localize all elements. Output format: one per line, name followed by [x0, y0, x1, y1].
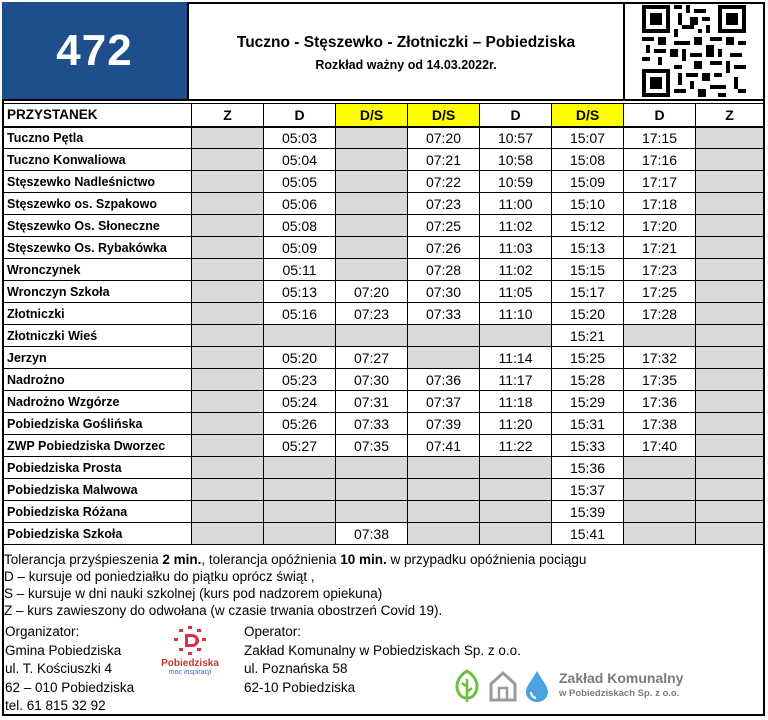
no-departure-cell	[408, 501, 480, 523]
route-number-box	[2, 2, 189, 101]
table-header-row	[3, 104, 764, 127]
departure-time: 07:37	[408, 391, 480, 413]
no-departure-cell	[336, 501, 408, 523]
no-departure-cell	[192, 347, 264, 369]
stop-name: Wronczynek	[3, 259, 192, 281]
departure-time: 17:20	[624, 215, 696, 237]
organizer-city: 62 – 010 Pobiedziska	[5, 679, 135, 695]
departure-time: 15:10	[552, 193, 624, 215]
no-departure-cell	[480, 479, 552, 501]
no-departure-cell	[696, 325, 764, 347]
departure-time: 07:39	[408, 413, 480, 435]
stop-name: Pobiedziska Prosta	[3, 457, 192, 479]
no-departure-cell	[624, 325, 696, 347]
route-number: 472	[56, 25, 133, 75]
table-row	[3, 149, 764, 171]
no-departure-cell	[192, 457, 264, 479]
no-departure-cell	[264, 501, 336, 523]
table-row	[3, 237, 764, 259]
route-title: Tuczno - Stęszewko - Złotniczki – Pobiedziska	[236, 34, 576, 51]
stop-name: Stęszewko Os. Słoneczne	[3, 215, 192, 237]
no-departure-cell	[192, 237, 264, 259]
stop-name: ZWP Pobiedziska Dworzec	[3, 435, 192, 457]
no-departure-cell	[192, 369, 264, 391]
no-departure-cell	[696, 193, 764, 215]
departure-time: 17:38	[624, 413, 696, 435]
departure-time: 05:09	[264, 237, 336, 259]
table-row	[3, 193, 764, 215]
no-departure-cell	[408, 347, 480, 369]
no-departure-cell	[480, 501, 552, 523]
departure-time: 07:20	[336, 281, 408, 303]
no-departure-cell	[192, 325, 264, 347]
column-header: D	[264, 104, 336, 127]
no-departure-cell	[336, 237, 408, 259]
table-row	[3, 501, 764, 523]
organizer-name: Gmina Pobiedziska	[5, 642, 122, 658]
departure-time: 05:04	[264, 149, 336, 171]
no-departure-cell	[696, 413, 764, 435]
departure-time: 07:30	[336, 369, 408, 391]
no-departure-cell	[192, 171, 264, 193]
stop-name: Jerzyn	[3, 347, 192, 369]
departure-time: 11:00	[480, 193, 552, 215]
timetable	[2, 103, 764, 545]
departure-time: 15:09	[552, 171, 624, 193]
operator-name: Zakład Komunalny w Pobiedziskach Sp. z o.o.	[244, 642, 521, 658]
no-departure-cell	[264, 457, 336, 479]
no-departure-cell	[480, 325, 552, 347]
departure-time: 07:23	[408, 193, 480, 215]
stop-name: Pobiedziska Malwowa	[3, 479, 192, 501]
departure-time: 05:03	[264, 127, 336, 149]
no-departure-cell	[696, 215, 764, 237]
departure-time: 17:15	[624, 127, 696, 149]
no-departure-cell	[480, 457, 552, 479]
departure-time: 15:39	[552, 501, 624, 523]
no-departure-cell	[336, 193, 408, 215]
qr-code-box	[623, 2, 763, 101]
leaf-icon	[452, 669, 482, 703]
table-row	[3, 325, 764, 347]
departure-time: 05:05	[264, 171, 336, 193]
stop-name: Wronczyn Szkoła	[3, 281, 192, 303]
departure-time: 17:16	[624, 149, 696, 171]
notes	[4, 551, 761, 619]
departure-time: 15:07	[552, 127, 624, 149]
departure-time: 15:36	[552, 457, 624, 479]
no-departure-cell	[192, 127, 264, 149]
title-box	[189, 2, 623, 101]
no-departure-cell	[696, 237, 764, 259]
no-departure-cell	[336, 127, 408, 149]
departure-time: 07:28	[408, 259, 480, 281]
departure-time: 15:41	[552, 523, 624, 545]
stop-name: Nadrożno Wzgórze	[3, 391, 192, 413]
departure-time: 11:22	[480, 435, 552, 457]
timetable-body	[3, 127, 764, 545]
departure-time: 07:20	[408, 127, 480, 149]
table-row	[3, 171, 764, 193]
departure-time: 11:02	[480, 215, 552, 237]
tolerance-note: Tolerancja przyśpieszenia 2 min., tolerancja opóźnienia 10 min. w przypadku opóźnienia pociągu	[4, 552, 587, 567]
no-departure-cell	[336, 171, 408, 193]
qr-code-icon	[642, 5, 746, 97]
organizer-label: Organizator:	[5, 624, 80, 639]
departure-time: 11:18	[480, 391, 552, 413]
stop-name: Nadrożno	[3, 369, 192, 391]
departure-time: 11:10	[480, 303, 552, 325]
departure-time: 11:20	[480, 413, 552, 435]
no-departure-cell	[192, 259, 264, 281]
no-departure-cell	[696, 457, 764, 479]
column-header: Z	[696, 104, 764, 127]
operator-city: 62-10 Pobiedziska	[244, 679, 356, 695]
departure-time: 07:30	[408, 281, 480, 303]
legend-z: Z – kurs zawieszony do odwołana (w czasie trwania obostrzeń Covid 19).	[4, 603, 443, 618]
stop-name: Stęszewko Nadleśnictwo	[3, 171, 192, 193]
no-departure-cell	[696, 303, 764, 325]
departure-time: 15:13	[552, 237, 624, 259]
table-row	[3, 413, 764, 435]
departure-time: 05:11	[264, 259, 336, 281]
valid-from: Rozkład ważny od 14.03.2022r.	[315, 58, 497, 72]
departure-time: 17:32	[624, 347, 696, 369]
departure-time: 17:23	[624, 259, 696, 281]
pobiedziska-logo	[148, 626, 232, 692]
departure-time: 15:28	[552, 369, 624, 391]
no-departure-cell	[624, 457, 696, 479]
no-departure-cell	[192, 391, 264, 413]
departure-time: 05:20	[264, 347, 336, 369]
table-row	[3, 347, 764, 369]
no-departure-cell	[192, 413, 264, 435]
column-header: D/S	[336, 104, 408, 127]
stop-name: Pobiedziska Szkoła	[3, 523, 192, 545]
departure-time: 15:33	[552, 435, 624, 457]
departure-time: 15:15	[552, 259, 624, 281]
departure-time: 10:58	[480, 149, 552, 171]
departure-time: 07:21	[408, 149, 480, 171]
departure-time: 17:17	[624, 171, 696, 193]
departure-time: 05:24	[264, 391, 336, 413]
no-departure-cell	[336, 149, 408, 171]
no-departure-cell	[192, 303, 264, 325]
no-departure-cell	[624, 479, 696, 501]
stop-name: Pobiedziska Goślińska	[3, 413, 192, 435]
no-departure-cell	[192, 479, 264, 501]
no-departure-cell	[192, 281, 264, 303]
zk-logo-line1: Zakład Komunalny	[559, 670, 684, 686]
departure-time: 07:23	[336, 303, 408, 325]
table-row	[3, 259, 764, 281]
departure-time: 07:25	[408, 215, 480, 237]
table-row	[3, 523, 764, 545]
departure-time: 11:17	[480, 369, 552, 391]
no-departure-cell	[192, 523, 264, 545]
no-departure-cell	[192, 435, 264, 457]
no-departure-cell	[192, 501, 264, 523]
departure-time: 15:31	[552, 413, 624, 435]
stop-name: Tuczno Konwaliowa	[3, 149, 192, 171]
column-header: D/S	[408, 104, 480, 127]
departure-time: 11:05	[480, 281, 552, 303]
departure-time: 10:59	[480, 171, 552, 193]
departure-time: 05:26	[264, 413, 336, 435]
departure-time: 07:38	[336, 523, 408, 545]
zk-logo	[452, 669, 550, 703]
departure-time: 05:27	[264, 435, 336, 457]
no-departure-cell	[264, 325, 336, 347]
no-departure-cell	[696, 171, 764, 193]
stop-name: Złotniczki Wieś	[3, 325, 192, 347]
departure-time: 07:26	[408, 237, 480, 259]
departure-time: 17:36	[624, 391, 696, 413]
no-departure-cell	[336, 457, 408, 479]
legend-d: D – kursuje od poniedziałku do piątku oprócz świąt ,	[4, 569, 315, 584]
stop-column-header: PRZYSTANEK	[3, 104, 192, 127]
departure-time: 07:22	[408, 171, 480, 193]
departure-time: 15:12	[552, 215, 624, 237]
no-departure-cell	[696, 391, 764, 413]
organizer-info	[5, 623, 134, 716]
departure-time: 05:23	[264, 369, 336, 391]
departure-time: 15:29	[552, 391, 624, 413]
no-departure-cell	[624, 523, 696, 545]
table-row	[3, 303, 764, 325]
stop-name: Pobiedziska Różana	[3, 501, 192, 523]
departure-time: 05:08	[264, 215, 336, 237]
table-row	[3, 369, 764, 391]
no-departure-cell	[408, 325, 480, 347]
departure-time: 05:16	[264, 303, 336, 325]
departure-time: 07:33	[336, 413, 408, 435]
departure-time: 11:14	[480, 347, 552, 369]
stop-name: Stęszewko os. Szpakowo	[3, 193, 192, 215]
pobiedziska-logo-tagline: moc inspiracji	[168, 669, 212, 676]
column-header: Z	[192, 104, 264, 127]
departure-time: 17:25	[624, 281, 696, 303]
column-header: D	[480, 104, 552, 127]
zk-logo-line2: w Pobiedziskach Sp. z o.o.	[559, 688, 680, 699]
no-departure-cell	[192, 149, 264, 171]
operator-street: ul. Poznańska 58	[244, 661, 348, 676]
table-row	[3, 127, 764, 149]
no-departure-cell	[336, 259, 408, 281]
no-departure-cell	[336, 479, 408, 501]
no-departure-cell	[192, 215, 264, 237]
departure-time: 10:57	[480, 127, 552, 149]
departure-time: 11:02	[480, 259, 552, 281]
house-icon	[488, 670, 518, 702]
no-departure-cell	[336, 215, 408, 237]
departure-time: 07:31	[336, 391, 408, 413]
departure-time: 17:18	[624, 193, 696, 215]
departure-time: 15:08	[552, 149, 624, 171]
no-departure-cell	[408, 523, 480, 545]
no-departure-cell	[696, 259, 764, 281]
departure-time: 07:33	[408, 303, 480, 325]
departure-time: 17:35	[624, 369, 696, 391]
departure-time: 15:25	[552, 347, 624, 369]
departure-time: 07:27	[336, 347, 408, 369]
departure-time: 17:40	[624, 435, 696, 457]
legend-s: S – kursuje w dni nauki szkolnej (kurs pod nadzorem opiekuna)	[4, 586, 383, 601]
no-departure-cell	[696, 369, 764, 391]
stop-name: Złotniczki	[3, 303, 192, 325]
no-departure-cell	[408, 457, 480, 479]
table-row	[3, 281, 764, 303]
no-departure-cell	[696, 435, 764, 457]
no-departure-cell	[696, 501, 764, 523]
table-row	[3, 479, 764, 501]
column-header: D	[624, 104, 696, 127]
no-departure-cell	[696, 281, 764, 303]
no-departure-cell	[264, 523, 336, 545]
no-departure-cell	[192, 193, 264, 215]
no-departure-cell	[696, 149, 764, 171]
departure-time: 17:21	[624, 237, 696, 259]
departure-time: 15:20	[552, 303, 624, 325]
no-departure-cell	[696, 127, 764, 149]
stop-name: Stęszewko Os. Rybakówka	[3, 237, 192, 259]
no-departure-cell	[264, 479, 336, 501]
table-row	[3, 391, 764, 413]
organizer-phone: tel. 61 815 32 92	[5, 698, 106, 713]
departure-time: 15:37	[552, 479, 624, 501]
departure-time: 11:03	[480, 237, 552, 259]
zk-logo-text	[559, 671, 683, 701]
departure-time: 07:36	[408, 369, 480, 391]
no-departure-cell	[408, 479, 480, 501]
no-departure-cell	[336, 325, 408, 347]
departure-time: 07:35	[336, 435, 408, 457]
no-departure-cell	[696, 523, 764, 545]
departure-time: 05:13	[264, 281, 336, 303]
column-header: D/S	[552, 104, 624, 127]
no-departure-cell	[696, 479, 764, 501]
table-row	[3, 435, 764, 457]
no-departure-cell	[480, 523, 552, 545]
departure-time: 17:28	[624, 303, 696, 325]
departure-time: 07:41	[408, 435, 480, 457]
water-drop-icon	[524, 669, 550, 703]
no-departure-cell	[624, 501, 696, 523]
table-row	[3, 215, 764, 237]
operator-label: Operator:	[244, 624, 302, 639]
pobiedziska-emblem-icon	[173, 626, 207, 656]
pobiedziska-logo-name: Pobiedziska	[161, 658, 219, 669]
departure-time: 15:17	[552, 281, 624, 303]
departure-time: 15:21	[552, 325, 624, 347]
table-row	[3, 457, 764, 479]
stop-name: Tuczno Pętla	[3, 127, 192, 149]
organizer-street: ul. T. Kościuszki 4	[5, 661, 113, 676]
no-departure-cell	[696, 347, 764, 369]
departure-time: 05:06	[264, 193, 336, 215]
